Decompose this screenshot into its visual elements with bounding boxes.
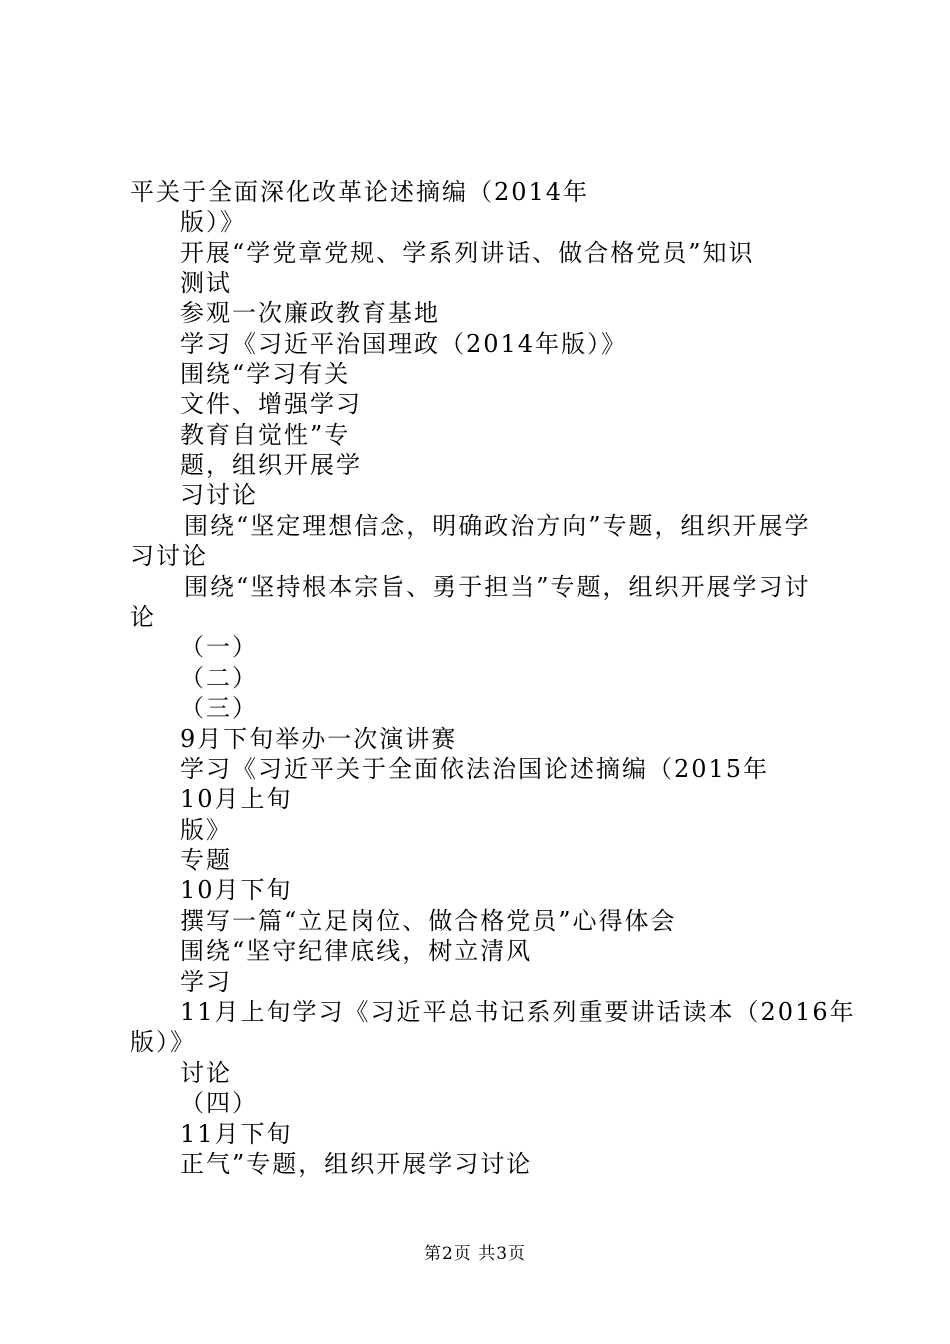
page-number-footer: 第2页 共3页 — [423, 1244, 527, 1264]
text-line: （二） — [180, 664, 258, 692]
text-line: 讨论 — [180, 1059, 232, 1087]
text-line: （一） — [180, 633, 258, 661]
text-line: 习讨论 — [130, 542, 208, 570]
text-line: 学习 — [180, 968, 232, 996]
text-line: 版》 — [180, 816, 232, 844]
text-line: 10月上旬 — [180, 785, 293, 813]
text-line: （四） — [180, 1089, 258, 1117]
text-line: 题，组织开展学 — [180, 451, 362, 479]
text-line: 学习《习近平关于全面依法治国论述摘编（2015年 — [180, 755, 770, 783]
text-line: 开展“学党章党规、学系列讲话、做合格党员”知识 — [180, 239, 755, 267]
text-line: 习讨论 — [180, 481, 258, 509]
text-line: 正气”专题，组织开展学习讨论 — [180, 1150, 533, 1178]
text-line: 版）》 — [180, 208, 246, 236]
text-line: 11月上旬学习《习近平总书记系列重要讲话读本（2016年 — [180, 998, 856, 1026]
text-line: 论 — [130, 603, 156, 631]
text-line: 11月下旬 — [180, 1120, 293, 1148]
text-line: 围绕“坚守纪律底线，树立清风 — [180, 937, 533, 965]
text-line: 专题 — [180, 846, 232, 874]
text-line: （三） — [180, 694, 258, 722]
text-line: 9月下旬举办一次演讲赛 — [180, 725, 458, 753]
text-line: 学习《习近平治国理政（2014年版）》 — [180, 330, 628, 358]
text-line: 撰写一篇“立足岗位、做合格党员”心得体会 — [180, 907, 677, 935]
text-line: 版）》 — [130, 1028, 196, 1056]
text-line: 文件、增强学习 — [180, 390, 362, 418]
text-line: 测试 — [180, 269, 232, 297]
text-line: 围绕“学习有关 — [180, 360, 351, 388]
text-line: 10月下旬 — [180, 876, 293, 904]
text-line: 围绕“坚持根本宗旨、勇于担当”专题，组织开展学习讨 — [184, 573, 811, 601]
text-line: 围绕“坚定理想信念，明确政治方向”专题，组织开展学 — [184, 512, 811, 540]
text-line: 平关于全面深化改革论述摘编（2014年 — [130, 178, 590, 206]
text-line: 教育自觉性”专 — [180, 421, 351, 449]
text-line: 参观一次廉政教育基地 — [180, 299, 440, 327]
